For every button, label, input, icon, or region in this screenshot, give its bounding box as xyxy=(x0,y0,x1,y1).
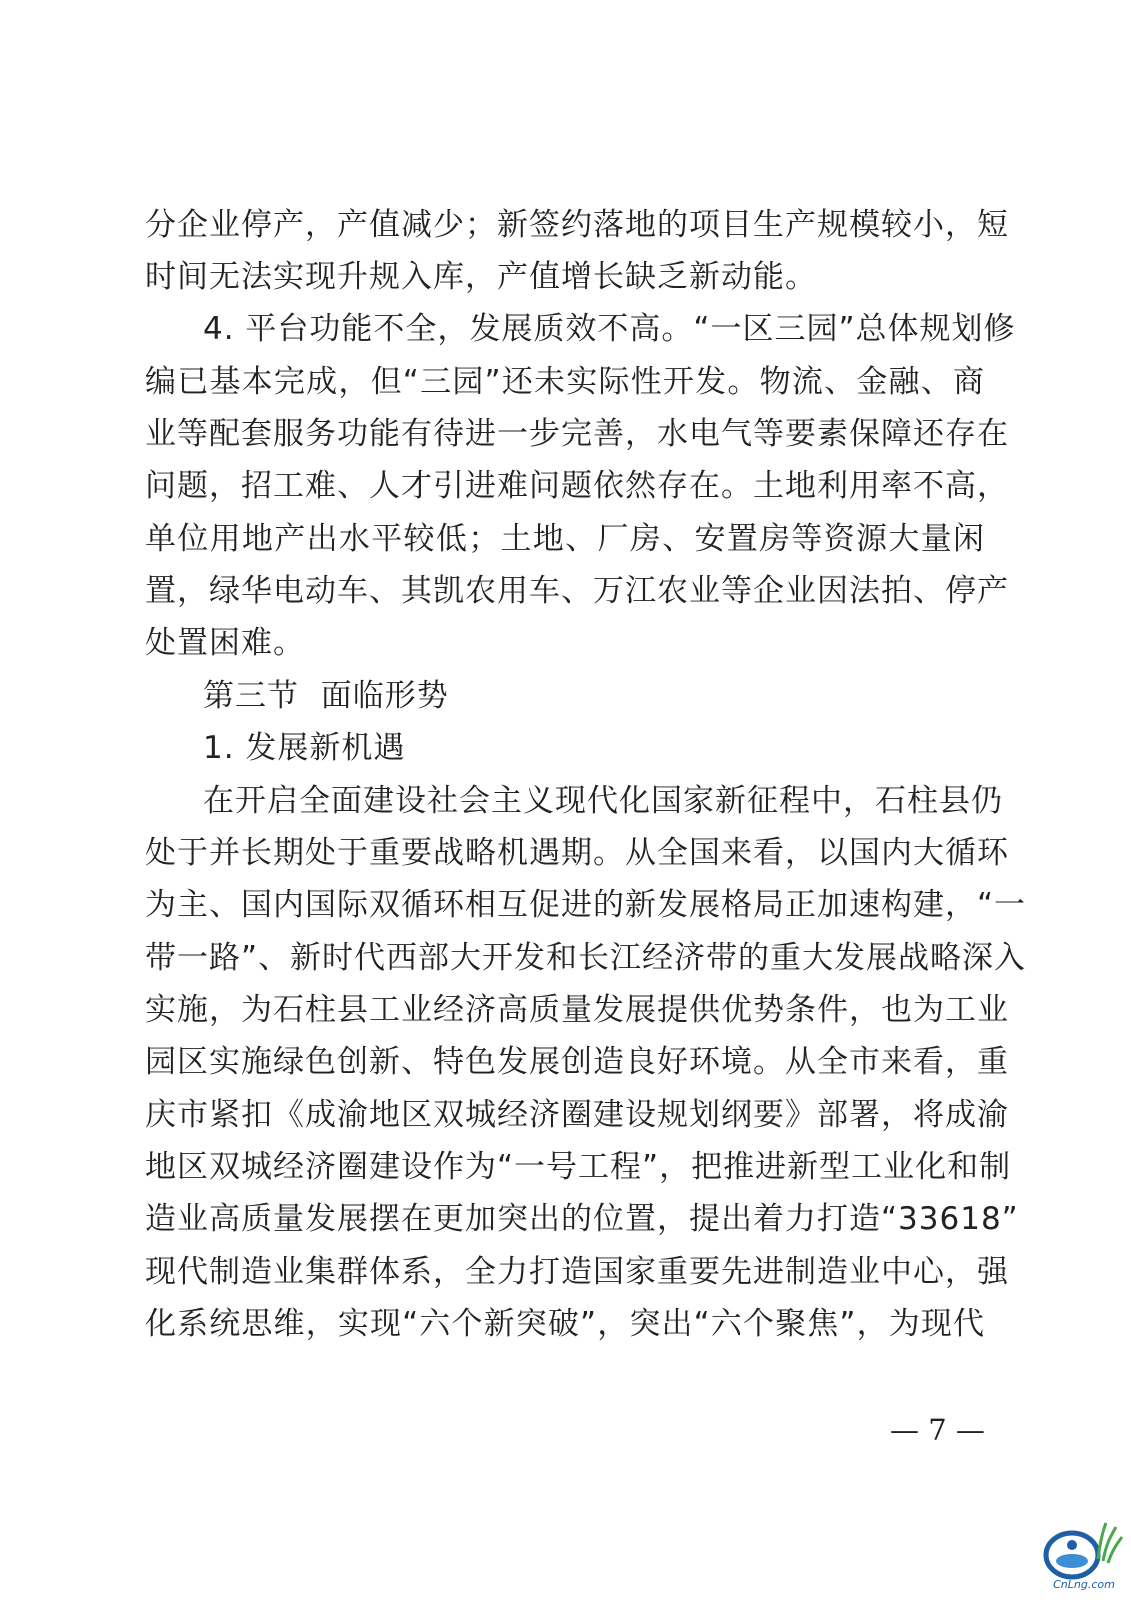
section-heading: 第三节 面临形势 xyxy=(203,678,449,714)
text-line: 业等配套服务功能有待进一步完善，水电气等要素保障还存在 xyxy=(145,416,1009,452)
text-line: 造业高质量发展摆在更加突出的位置，提出着力打造“33618” xyxy=(145,1201,1019,1237)
text-line: 单位用地产出水平较低；土地、厂房、安置房等资源大量闲 xyxy=(145,521,985,557)
text-line: 实施，为石柱县工业经济高质量发展提供优势条件，也为工业 xyxy=(145,992,1009,1028)
text-line: 为主、国内国际双循环相互促进的新发展格局正加速构建，“一 xyxy=(145,887,1027,923)
text-line: 地区双城经济圈建设作为“一号工程”，把推进新型工业化和制 xyxy=(145,1149,1012,1185)
text-line: 庆市紧扣《成渝地区双城经济圈建设规划纲要》部署，将成渝 xyxy=(145,1097,1009,1133)
text-line: 问题，招工难、人才引进难问题依然存在。土地利用率不高， xyxy=(145,468,1009,504)
page-number: — 7 — xyxy=(890,1413,985,1447)
text-line: 处于并长期处于重要战略机遇期。从全国来看，以国内大循环 xyxy=(145,835,1009,871)
text-line: 分企业停产，产值减少；新签约落地的项目生产规模较小，短 xyxy=(145,207,1009,243)
text-line: 园区实施绿色创新、特色发展创造良好环境。从全市来看，重 xyxy=(145,1044,1009,1080)
text-line: 现代制造业集群体系，全力打造国家重要先进制造业中心，强 xyxy=(145,1254,1009,1290)
text-line: 化系统思维，实现“六个新突破”，突出“六个聚焦”，为现代 xyxy=(145,1306,985,1342)
text-line: 4. 平台功能不全，发展质效不高。“一区三园”总体规划修 xyxy=(203,311,1016,347)
text-line: 置，绿华电动车、其凯农用车、万江农业等企业因法拍、停产 xyxy=(145,573,1009,609)
subsection-heading: 1. 发展新机遇 xyxy=(203,730,406,766)
text-line: 处置困难。 xyxy=(145,625,305,661)
watermark-text: CnLng.com xyxy=(1053,1578,1115,1591)
text-line: 在开启全面建设社会主义现代化国家新征程中，石柱县仍 xyxy=(203,783,1003,819)
text-line: 编已基本完成，但“三园”还未实际性开发。物流、金融、商 xyxy=(145,364,985,400)
text-line: 时间无法实现升规入库，产值增长缺乏新动能。 xyxy=(145,259,817,295)
text-line: 带一路”、新时代西部大开发和长江经济带的重大发展战略深入 xyxy=(145,940,1027,976)
